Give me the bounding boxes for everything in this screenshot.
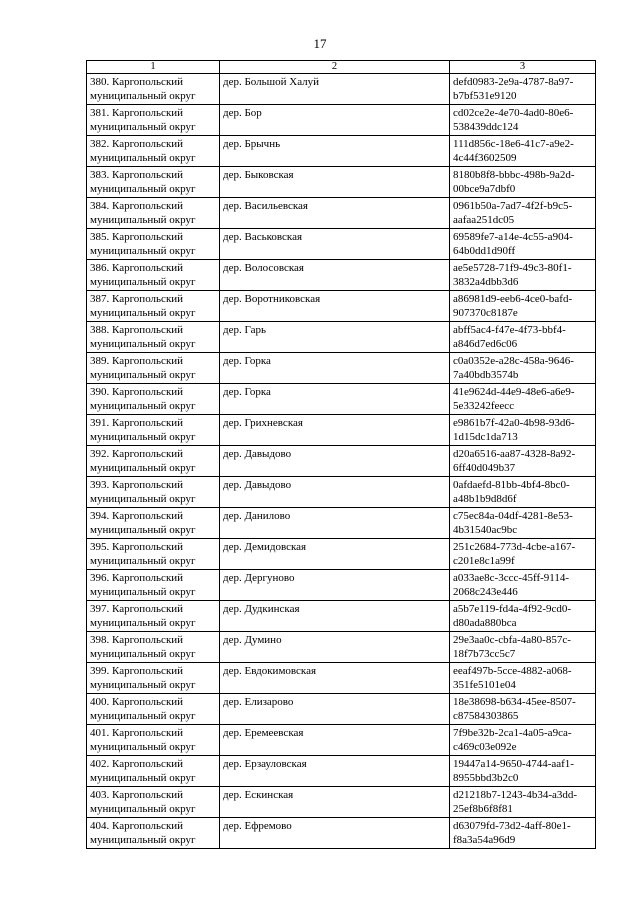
locality-cell: дер. Ефремово: [220, 818, 450, 849]
identifier-cell: d20a6516-aa87-4328-8a92-6ff40d049b37: [450, 446, 596, 477]
district-cell: 404. Каргопольский муниципальный округ: [87, 818, 220, 849]
identifier-cell: 0961b50a-7ad7-4f2f-b9c5-aafaa251dc05: [450, 198, 596, 229]
district-cell: 382. Каргопольский муниципальный округ: [87, 136, 220, 167]
table-row: [87, 694, 596, 725]
locality-cell: дер. Данилово: [220, 508, 450, 539]
locality-cell: дер. Воротниковская: [220, 291, 450, 322]
table-body: [87, 74, 596, 849]
identifier-cell: a86981d9-eeb6-4ce0-bafd-907370c8187e: [450, 291, 596, 322]
locality-cell: дер. Елизарово: [220, 694, 450, 725]
identifier-cell: defd0983-2e9a-4787-8a97-b7bf531e9120: [450, 74, 596, 105]
locality-cell: дер. Демидовская: [220, 539, 450, 570]
table-row: [87, 725, 596, 756]
identifier-cell: 251c2684-773d-4cbe-a167-c201e8c1a99f: [450, 539, 596, 570]
table-row: [87, 663, 596, 694]
identifier-cell: a5b7e119-fd4a-4f92-9cd0-d80ada880bca: [450, 601, 596, 632]
table-row: [87, 756, 596, 787]
table-row: [87, 818, 596, 849]
district-cell: 383. Каргопольский муниципальный округ: [87, 167, 220, 198]
district-cell: 380. Каргопольский муниципальный округ: [87, 74, 220, 105]
locality-cell: дер. Васильевская: [220, 198, 450, 229]
district-cell: 394. Каргопольский муниципальный округ: [87, 508, 220, 539]
identifier-cell: e9861b7f-42a0-4b98-93d6-1d15dc1da713: [450, 415, 596, 446]
district-cell: 399. Каргопольский муниципальный округ: [87, 663, 220, 694]
table-row: [87, 291, 596, 322]
table-row: [87, 167, 596, 198]
district-cell: 398. Каргопольский муниципальный округ: [87, 632, 220, 663]
column-header-1: 1: [87, 61, 220, 74]
district-cell: 397. Каргопольский муниципальный округ: [87, 601, 220, 632]
locality-cell: дер. Дудкинская: [220, 601, 450, 632]
district-cell: 392. Каргопольский муниципальный округ: [87, 446, 220, 477]
table-row: [87, 136, 596, 167]
table-row: [87, 508, 596, 539]
table-row: [87, 787, 596, 818]
locality-cell: дер. Ерзауловская: [220, 756, 450, 787]
district-cell: 386. Каргопольский муниципальный округ: [87, 260, 220, 291]
locality-cell: дер. Бор: [220, 105, 450, 136]
table-row: [87, 74, 596, 105]
locality-cell: дер. Васьковская: [220, 229, 450, 260]
identifier-cell: a033ae8c-3ccc-45ff-9114-2068c243e446: [450, 570, 596, 601]
district-cell: 387. Каргопольский муниципальный округ: [87, 291, 220, 322]
district-cell: 384. Каргопольский муниципальный округ: [87, 198, 220, 229]
table-row: [87, 322, 596, 353]
table-row: [87, 105, 596, 136]
district-cell: 381. Каргопольский муниципальный округ: [87, 105, 220, 136]
identifier-cell: d63079fd-73d2-4aff-80e1-f8a3a54a96d9: [450, 818, 596, 849]
district-cell: 396. Каргопольский муниципальный округ: [87, 570, 220, 601]
locality-cell: дер. Брычнь: [220, 136, 450, 167]
locality-cell: дер. Еремеевская: [220, 725, 450, 756]
identifier-cell: c75ec84a-04df-4281-8e53-4b31540ac9bc: [450, 508, 596, 539]
locality-cell: дер. Ескинская: [220, 787, 450, 818]
table-row: [87, 570, 596, 601]
table-row: [87, 539, 596, 570]
identifier-cell: 19447a14-9650-4744-aaf1-8955bbd3b2c0: [450, 756, 596, 787]
table-row: [87, 446, 596, 477]
locality-cell: дер. Давыдово: [220, 446, 450, 477]
district-cell: 402. Каргопольский муниципальный округ: [87, 756, 220, 787]
locality-cell: дер. Грихневская: [220, 415, 450, 446]
identifier-cell: 8180b8f8-bbbc-498b-9a2d-00bce9a7dbf0: [450, 167, 596, 198]
identifier-cell: d21218b7-1243-4b34-a3dd-25ef8b6f8f81: [450, 787, 596, 818]
localities-table: [86, 60, 596, 849]
district-cell: 401. Каргопольский муниципальный округ: [87, 725, 220, 756]
identifier-cell: 7f9be32b-2ca1-4a05-a9ca-c469c03e092e: [450, 725, 596, 756]
district-cell: 403. Каргопольский муниципальный округ: [87, 787, 220, 818]
table-row: [87, 198, 596, 229]
district-cell: 395. Каргопольский муниципальный округ: [87, 539, 220, 570]
identifier-cell: c0a0352e-a28c-458a-9646-7a40bdb3574b: [450, 353, 596, 384]
table-row: [87, 632, 596, 663]
table-row: [87, 477, 596, 508]
locality-cell: дер. Евдокимовская: [220, 663, 450, 694]
locality-cell: дер. Волосовская: [220, 260, 450, 291]
district-cell: 391. Каргопольский муниципальный округ: [87, 415, 220, 446]
district-cell: 393. Каргопольский муниципальный округ: [87, 477, 220, 508]
column-header-3: 3: [450, 61, 596, 74]
identifier-cell: 0afdaefd-81bb-4bf4-8bc0-a48b1b9d8d6f: [450, 477, 596, 508]
table-row: [87, 601, 596, 632]
district-cell: 390. Каргопольский муниципальный округ: [87, 384, 220, 415]
district-cell: 388. Каргопольский муниципальный округ: [87, 322, 220, 353]
locality-cell: дер. Горка: [220, 353, 450, 384]
table-row: [87, 384, 596, 415]
table-row: [87, 353, 596, 384]
identifier-cell: 111d856c-18e6-41c7-a9e2-4c44f3602509: [450, 136, 596, 167]
district-cell: 385. Каргопольский муниципальный округ: [87, 229, 220, 260]
table-row: [87, 229, 596, 260]
identifier-cell: abff5ac4-f47e-4f73-bbf4-a846d7ed6c06: [450, 322, 596, 353]
locality-cell: дер. Дергуново: [220, 570, 450, 601]
locality-cell: дер. Большой Халуй: [220, 74, 450, 105]
table-header-row: [87, 61, 596, 74]
identifier-cell: 41e9624d-44e9-48e6-a6e9-5e33242feecc: [450, 384, 596, 415]
locality-cell: дер. Давыдово: [220, 477, 450, 508]
locality-cell: дер. Гарь: [220, 322, 450, 353]
identifier-cell: 18e38698-b634-45ee-8507-c87584303865: [450, 694, 596, 725]
locality-cell: дер. Думино: [220, 632, 450, 663]
identifier-cell: 29e3aa0c-cbfa-4a80-857c-18f7b73cc5c7: [450, 632, 596, 663]
identifier-cell: ae5e5728-71f9-49c3-80f1-3832a4dbb3d6: [450, 260, 596, 291]
district-cell: 389. Каргопольский муниципальный округ: [87, 353, 220, 384]
identifier-cell: 69589fe7-a14e-4c55-a904-64b0dd1d90ff: [450, 229, 596, 260]
locality-cell: дер. Горка: [220, 384, 450, 415]
district-cell: 400. Каргопольский муниципальный округ: [87, 694, 220, 725]
identifier-cell: cd02ce2e-4e70-4ad0-80e6-538439ddc124: [450, 105, 596, 136]
locality-cell: дер. Быковская: [220, 167, 450, 198]
page-number: 17: [313, 36, 327, 51]
table-row: [87, 260, 596, 291]
table-row: [87, 415, 596, 446]
identifier-cell: eeaf497b-5cce-4882-a068-351fe5101e04: [450, 663, 596, 694]
column-header-2: 2: [220, 61, 450, 74]
